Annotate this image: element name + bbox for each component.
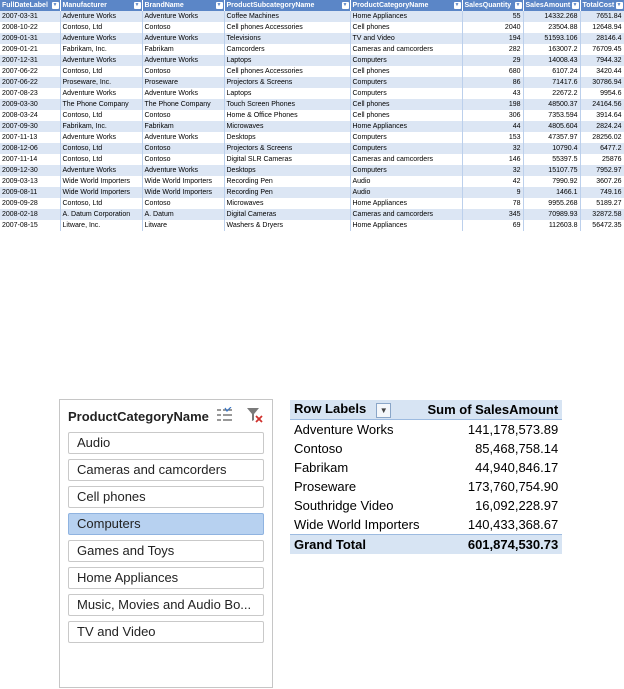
table-row (0, 154, 624, 165)
dropdown-arrow-icon[interactable]: ▼ (515, 2, 521, 8)
column-header[interactable] (142, 0, 224, 11)
grand-total-label: Grand Total (290, 535, 423, 555)
table-cell[interactable]: 7952.97 (580, 165, 624, 176)
table-cell[interactable]: Desktops (224, 165, 350, 176)
table-cell[interactable]: Home Appliances (350, 220, 462, 231)
table-cell[interactable]: A. Datum Corporation (60, 209, 142, 220)
table-cell[interactable]: Contoso, Ltd (60, 66, 142, 77)
table-cell[interactable]: Adventure Works (60, 132, 142, 143)
dropdown-arrow-icon[interactable]: ▼ (616, 2, 622, 8)
table-cell[interactable]: Audio (350, 176, 462, 187)
table-row (0, 88, 624, 99)
table-cell[interactable]: 23504.88 (523, 22, 580, 33)
table-cell[interactable]: 2009-09-28 (0, 198, 60, 209)
slicer-item[interactable]: Home Appliances (68, 567, 264, 589)
slicer-item[interactable]: Audio (68, 432, 264, 454)
table-cell[interactable]: 22672.2 (523, 88, 580, 99)
column-header[interactable] (0, 0, 60, 11)
column-header[interactable] (60, 0, 142, 11)
filter-dropdown-icon[interactable]: ▼ (376, 403, 391, 418)
pivot-row (290, 496, 562, 515)
table-cell[interactable]: Wide World Importers (142, 176, 224, 187)
table-cell[interactable]: Wide World Importers (142, 187, 224, 198)
table-cell[interactable]: A. Datum (142, 209, 224, 220)
table-cell[interactable]: 78 (462, 198, 523, 209)
column-header-label: SalesAmount (525, 2, 571, 9)
table-cell[interactable]: 163007.2 (523, 44, 580, 55)
table-cell[interactable]: Contoso (142, 198, 224, 209)
table-cell[interactable]: 2009-12-30 (0, 165, 60, 176)
table-cell[interactable]: Contoso (142, 110, 224, 121)
table-cell[interactable]: 680 (462, 66, 523, 77)
table-cell[interactable]: 112603.8 (523, 220, 580, 231)
table-row (0, 110, 624, 121)
table-cell[interactable]: 2008-03-24 (0, 110, 60, 121)
column-header[interactable] (523, 0, 580, 11)
table-cell[interactable]: 6107.24 (523, 66, 580, 77)
table-cell[interactable]: 2007-06-22 (0, 66, 60, 77)
table-cell[interactable]: Home Appliances (350, 11, 462, 22)
table-row (0, 132, 624, 143)
sales-data-table (0, 0, 624, 231)
column-header-label: FullDateLabel (2, 2, 48, 9)
table-cell[interactable]: 71417.6 (523, 77, 580, 88)
table-cell[interactable]: 2009-01-21 (0, 44, 60, 55)
clear-filter-icon[interactable] (246, 407, 264, 423)
table-cell[interactable]: 24164.56 (580, 99, 624, 110)
table-cell[interactable]: Home & Office Phones (224, 110, 350, 121)
column-header[interactable] (580, 0, 624, 11)
table-cell[interactable]: Adventure Works (142, 132, 224, 143)
table-cell[interactable]: 1466.1 (523, 187, 580, 198)
table-cell[interactable]: Cameras and camcorders (350, 209, 462, 220)
pivot-row (290, 420, 562, 440)
table-cell[interactable]: Computers (350, 88, 462, 99)
table-cell[interactable]: 282 (462, 44, 523, 55)
table-cell[interactable]: 6477.2 (580, 143, 624, 154)
table-row (0, 187, 624, 198)
slicer-item[interactable]: Cell phones (68, 486, 264, 508)
slicer-item[interactable]: Music, Movies and Audio Bo... (68, 594, 264, 616)
pivot-row-label[interactable]: Southridge Video (294, 498, 394, 513)
table-row (0, 165, 624, 176)
table-cell[interactable]: 42 (462, 176, 523, 187)
table-cell[interactable]: Digital Cameras (224, 209, 350, 220)
table-row (0, 33, 624, 44)
table-cell[interactable]: 2007-03-31 (0, 11, 60, 22)
table-cell[interactable]: Computers (350, 77, 462, 88)
table-cell[interactable]: Home Appliances (350, 198, 462, 209)
table-cell[interactable]: Contoso, Ltd (60, 154, 142, 165)
pivot-header-row (290, 400, 562, 420)
table-cell[interactable]: 2009-03-13 (0, 176, 60, 187)
table-row (0, 22, 624, 33)
table-cell[interactable]: 69 (462, 220, 523, 231)
table-cell[interactable]: Microwaves (224, 198, 350, 209)
table-cell[interactable]: Contoso (142, 66, 224, 77)
table-cell[interactable]: 3914.64 (580, 110, 624, 121)
table-cell[interactable]: Audio (350, 187, 462, 198)
pivot-row-value[interactable]: 44,940,846.17 (475, 460, 559, 475)
table-cell[interactable]: Adventure Works (142, 88, 224, 99)
table-cell[interactable]: Microwaves (224, 121, 350, 132)
table-cell[interactable]: Digital SLR Cameras (224, 154, 350, 165)
slicer-item[interactable]: Games and Toys (68, 540, 264, 562)
column-header[interactable] (224, 0, 350, 11)
table-cell[interactable]: Coffee Machines (224, 11, 350, 22)
table-cell[interactable]: The Phone Company (142, 99, 224, 110)
table-cell[interactable]: 198 (462, 99, 523, 110)
table-cell[interactable]: 7990.92 (523, 176, 580, 187)
table-cell[interactable]: Cell phones (350, 22, 462, 33)
table-body (0, 11, 624, 231)
pivot-row-value[interactable]: 173,760,754.90 (467, 479, 559, 494)
table-cell[interactable]: 5189.27 (580, 198, 624, 209)
table-cell[interactable]: Fabrikam, Inc. (60, 44, 142, 55)
category-slicer (59, 399, 273, 688)
table-cell[interactable]: Contoso, Ltd (60, 143, 142, 154)
table-cell[interactable]: Camcorders (224, 44, 350, 55)
table-cell[interactable]: Home Appliances (350, 121, 462, 132)
table-cell[interactable]: Fabrikam (142, 121, 224, 132)
table-cell[interactable]: Adventure Works (60, 33, 142, 44)
table-cell[interactable]: 25876 (580, 154, 624, 165)
table-row (0, 121, 624, 132)
table-cell[interactable]: 2040 (462, 22, 523, 33)
table-cell[interactable]: 10790.4 (523, 143, 580, 154)
pivot-row (290, 477, 562, 496)
pivot-table (290, 400, 562, 554)
table-cell[interactable]: 345 (462, 209, 523, 220)
table-cell[interactable]: 2824.24 (580, 121, 624, 132)
table-cell[interactable]: 9 (462, 187, 523, 198)
column-header[interactable] (462, 0, 523, 11)
table-cell[interactable]: Contoso (142, 143, 224, 154)
table-cell[interactable]: Proseware, Inc. (60, 77, 142, 88)
table-row (0, 11, 624, 22)
table-cell[interactable]: Adventure Works (142, 33, 224, 44)
dropdown-arrow-icon[interactable]: ▼ (134, 2, 140, 8)
table-cell[interactable]: Desktops (224, 132, 350, 143)
table-cell[interactable]: 3607.26 (580, 176, 624, 187)
pivot-row-labels-header (290, 400, 423, 420)
slicer-item[interactable]: TV and Video (68, 621, 264, 643)
table-cell[interactable]: 2008-10-22 (0, 22, 60, 33)
table-cell[interactable]: Computers (350, 132, 462, 143)
table-cell[interactable]: Adventure Works (60, 88, 142, 99)
table-cell[interactable]: Projectors & Screens (224, 143, 350, 154)
column-header-label: ProductCategoryName (352, 2, 429, 9)
table-cell[interactable]: Contoso, Ltd (60, 198, 142, 209)
table-cell[interactable]: 44 (462, 121, 523, 132)
table-row (0, 55, 624, 66)
table-cell[interactable]: 48500.37 (523, 99, 580, 110)
table-cell[interactable]: Cell phones Accessories (224, 66, 350, 77)
table-cell[interactable]: Litware, Inc. (60, 220, 142, 231)
dropdown-arrow-icon[interactable]: ▼ (572, 2, 578, 8)
table-row (0, 77, 624, 88)
pivot-row (290, 515, 562, 535)
table-cell[interactable]: 30786.94 (580, 77, 624, 88)
table-cell[interactable]: Cell phones Accessories (224, 22, 350, 33)
table-cell[interactable]: Projectors & Screens (224, 77, 350, 88)
table-row (0, 209, 624, 220)
pivot-row-value[interactable]: 140,433,368.67 (467, 517, 559, 532)
table-cell[interactable]: 2007-08-23 (0, 88, 60, 99)
pivot-row (290, 458, 562, 477)
table-cell[interactable]: Litware (142, 220, 224, 231)
table-row (0, 143, 624, 154)
dropdown-arrow-icon[interactable]: ▼ (342, 2, 348, 8)
table-cell[interactable]: Laptops (224, 55, 350, 66)
table-cell[interactable]: 70989.93 (523, 209, 580, 220)
table-cell[interactable]: Adventure Works (142, 55, 224, 66)
table-cell[interactable]: Contoso, Ltd (60, 22, 142, 33)
table-cell[interactable]: 2007-08-15 (0, 220, 60, 231)
pivot-value-header: Sum of SalesAmount (423, 400, 562, 420)
table-cell[interactable]: 2007-09-30 (0, 121, 60, 132)
table-row (0, 176, 624, 187)
pivot-row-label[interactable]: Contoso (294, 441, 343, 456)
table-cell[interactable]: 28256.02 (580, 132, 624, 143)
table-cell[interactable]: 7353.594 (523, 110, 580, 121)
pivot-row-label[interactable]: Proseware (294, 479, 357, 494)
table-row (0, 99, 624, 110)
table-cell[interactable]: Adventure Works (60, 55, 142, 66)
table-cell[interactable]: 86 (462, 77, 523, 88)
table-cell[interactable]: Cameras and camcorders (350, 44, 462, 55)
table-cell[interactable]: Computers (350, 165, 462, 176)
dropdown-arrow-icon[interactable]: ▼ (454, 2, 460, 8)
table-cell[interactable]: The Phone Company (60, 99, 142, 110)
table-cell[interactable]: Computers (350, 143, 462, 154)
pivot-row-label[interactable]: Adventure Works (294, 422, 394, 437)
table-cell[interactable]: 2007-11-14 (0, 154, 60, 165)
table-cell[interactable]: 153 (462, 132, 523, 143)
table-cell[interactable]: Touch Screen Phones (224, 99, 350, 110)
column-header-label: Manufacturer (62, 2, 107, 9)
slicer-title: ProductCategoryName (68, 409, 209, 424)
dropdown-arrow-icon[interactable]: ▼ (52, 2, 58, 8)
table-cell[interactable]: 28146.4 (580, 33, 624, 44)
table-header-row (0, 0, 624, 11)
table-cell[interactable]: TV and Video (350, 33, 462, 44)
table-cell[interactable]: 32 (462, 143, 523, 154)
table-cell[interactable]: 32872.58 (580, 209, 624, 220)
table-cell[interactable]: Fabrikam (142, 44, 224, 55)
table-cell[interactable]: Laptops (224, 88, 350, 99)
table-cell[interactable]: 2007-12-31 (0, 55, 60, 66)
column-header[interactable] (350, 0, 462, 11)
table-cell[interactable]: Contoso (142, 22, 224, 33)
table-cell[interactable]: 2008-12-06 (0, 143, 60, 154)
table-cell[interactable]: Adventure Works (142, 11, 224, 22)
table-cell[interactable]: 29 (462, 55, 523, 66)
table-cell[interactable]: Wide World Importers (60, 176, 142, 187)
multi-select-icon[interactable] (216, 407, 234, 423)
grand-total-value[interactable]: 601,874,530.73 (423, 535, 562, 555)
table-cell[interactable]: Wide World Importers (60, 187, 142, 198)
table-cell[interactable]: 14008.43 (523, 55, 580, 66)
table-cell[interactable]: Cell phones (350, 99, 462, 110)
table-cell[interactable]: 749.16 (580, 187, 624, 198)
table-row (0, 198, 624, 209)
table-cell[interactable]: 2009-03-30 (0, 99, 60, 110)
table-cell[interactable]: Adventure Works (60, 11, 142, 22)
table-cell[interactable]: 43 (462, 88, 523, 99)
pivot-row-label[interactable]: Fabrikam (294, 460, 349, 475)
column-header-label: SalesQuantity (464, 2, 512, 9)
table-cell[interactable]: 14332.268 (523, 11, 580, 22)
dropdown-arrow-icon[interactable]: ▼ (216, 2, 222, 8)
slicer-item[interactable]: Computers (68, 513, 264, 535)
pivot-row (290, 439, 562, 458)
table-cell[interactable]: Proseware (142, 77, 224, 88)
column-header-label: TotalCost (582, 2, 615, 9)
table-cell[interactable]: 146 (462, 154, 523, 165)
table-cell[interactable]: 7944.32 (580, 55, 624, 66)
table-cell[interactable]: 194 (462, 33, 523, 44)
table-cell[interactable]: Adventure Works (142, 165, 224, 176)
table-cell[interactable]: Contoso (142, 154, 224, 165)
table-cell[interactable]: Cell phones (350, 110, 462, 121)
table-cell[interactable]: 2007-06-22 (0, 77, 60, 88)
table-cell[interactable]: 306 (462, 110, 523, 121)
table-cell[interactable]: Computers (350, 55, 462, 66)
column-header-label: BrandName (144, 2, 184, 9)
table-cell[interactable]: 55397.5 (523, 154, 580, 165)
pivot-row-value[interactable]: 141,178,573.89 (467, 422, 559, 437)
table-cell[interactable]: 2008-02-18 (0, 209, 60, 220)
table-cell[interactable]: 2007-11-13 (0, 132, 60, 143)
table-row (0, 220, 624, 231)
table-cell[interactable]: 55 (462, 11, 523, 22)
table-cell[interactable]: Televisions (224, 33, 350, 44)
slicer-item[interactable]: Cameras and camcorders (68, 459, 264, 481)
table-cell[interactable]: 47357.97 (523, 132, 580, 143)
pivot-row-label[interactable]: Wide World Importers (294, 517, 420, 532)
table-row (0, 66, 624, 77)
table-cell[interactable]: Adventure Works (60, 165, 142, 176)
table-cell[interactable]: 7651.84 (580, 11, 624, 22)
table-cell[interactable]: Cell phones (350, 66, 462, 77)
table-cell[interactable]: 12648.94 (580, 22, 624, 33)
table-cell[interactable]: 3420.44 (580, 66, 624, 77)
table-cell[interactable]: 4805.604 (523, 121, 580, 132)
table-cell[interactable]: Fabrikam, Inc. (60, 121, 142, 132)
table-cell[interactable]: Recording Pen (224, 176, 350, 187)
table-cell[interactable]: Recording Pen (224, 187, 350, 198)
table-cell[interactable]: 15107.75 (523, 165, 580, 176)
pivot-row-value[interactable]: 85,468,758.14 (475, 441, 559, 456)
table-cell[interactable]: 2009-01-31 (0, 33, 60, 44)
column-header-label: ProductSubcategoryName (226, 2, 315, 9)
table-cell[interactable]: Washers & Dryers (224, 220, 350, 231)
table-cell[interactable]: 2009-08-11 (0, 187, 60, 198)
table-cell[interactable]: Contoso, Ltd (60, 110, 142, 121)
pivot-row-value[interactable]: 16,092,228.97 (475, 498, 559, 513)
table-cell[interactable]: 9954.6 (580, 88, 624, 99)
table-row (0, 44, 624, 55)
table-cell[interactable]: 9955.268 (523, 198, 580, 209)
table-cell[interactable]: 76709.45 (580, 44, 624, 55)
table-cell[interactable]: 56472.35 (580, 220, 624, 231)
table-cell[interactable]: 32 (462, 165, 523, 176)
row-labels-text: Row Labels (294, 401, 367, 417)
table-cell[interactable]: Cameras and camcorders (350, 154, 462, 165)
pivot-grand-total-row (290, 535, 562, 555)
table-cell[interactable]: 51593.106 (523, 33, 580, 44)
